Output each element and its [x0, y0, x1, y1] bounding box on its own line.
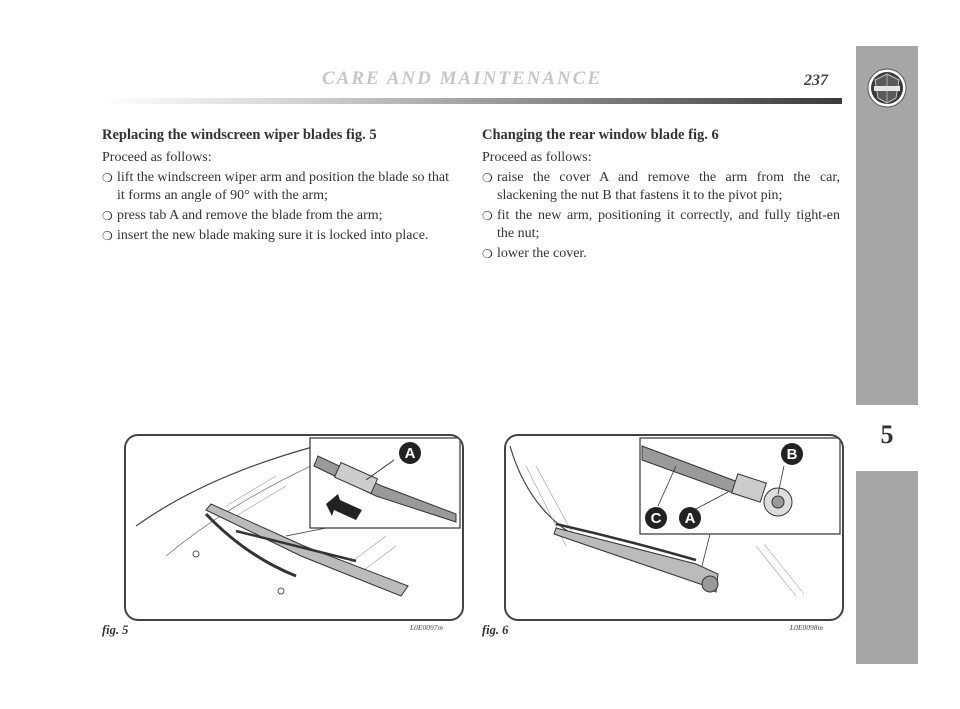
figure-code: L0E0098m — [790, 623, 823, 632]
chapter-number: 5 — [880, 420, 894, 449]
callout-label: B — [786, 446, 798, 463]
figure-caption: fig. 6 — [482, 623, 509, 637]
step-item: ❍ raise the cover A and remove the arm from the car, slackening the nut B that fastens it to the pivot pin; — [482, 169, 840, 205]
figure-code: L0E0097m — [410, 623, 443, 632]
figure-caption: fig. 5 — [102, 623, 129, 637]
callout-label: C — [650, 510, 662, 527]
step-item: ❍ press tab A and remove the blade from the arm; — [102, 207, 460, 225]
right-column — [482, 126, 840, 265]
section-heading: Changing the rear window blade fig. 6 — [482, 127, 719, 143]
step-item: ❍ lower the cover. — [482, 245, 840, 263]
page-title: CARE AND MAINTENANCE — [322, 68, 603, 89]
step-item: ❍ lift the windscreen wiper arm and position the blade so that it forms an angle of 90° with the arm; — [102, 169, 460, 205]
intro-text: Proceed as follows: — [482, 150, 592, 165]
chapter-sidebar — [856, 46, 918, 664]
step-item: ❍ fit the new arm, positioning it correctly, and fully tight-en the nut; — [482, 207, 840, 243]
intro-text: Proceed as follows: — [102, 150, 212, 165]
step-list — [482, 169, 840, 263]
header-rule — [102, 98, 842, 104]
step-list — [102, 169, 460, 245]
lancia-logo-icon — [867, 68, 907, 108]
callout-label: A — [684, 510, 696, 527]
page-number: 237 — [804, 72, 828, 89]
figure-5-illustration — [124, 434, 464, 621]
figure-6-illustration — [504, 434, 844, 621]
section-heading: Replacing the windscreen wiper blades fig. 5 — [102, 127, 377, 143]
step-item: ❍ insert the new blade making sure it is locked into place. — [102, 227, 460, 245]
callout-label: A — [404, 445, 416, 462]
left-column — [102, 126, 460, 247]
